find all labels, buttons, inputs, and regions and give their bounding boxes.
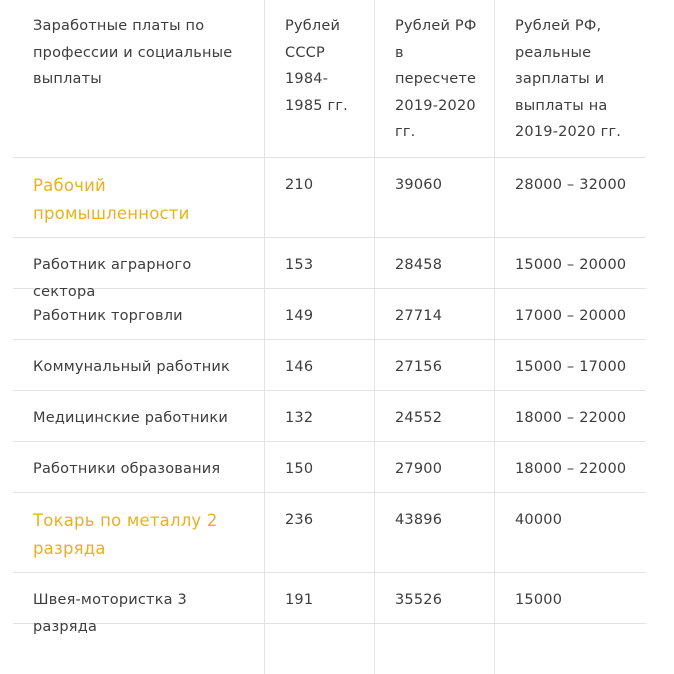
- rf-calc-value: 35526: [375, 573, 495, 623]
- rf-calc-value: 27900: [375, 442, 495, 492]
- rf-real-value: 17000 – 20000: [515, 308, 627, 324]
- header-rf-recalc: Рублей РФ в пересчете 2019-2020 гг.: [375, 0, 495, 157]
- rf-real-value: 15000 – 17000: [515, 359, 627, 375]
- ussr-value: 210: [265, 158, 375, 237]
- table-row: [13, 493, 646, 573]
- profession-link[interactable]: Токарь по металлу 2 разряда: [13, 493, 265, 572]
- table-row-partial: [13, 624, 646, 674]
- rf-calc-value: 24552: [375, 391, 495, 441]
- profession-name: Работник аграрного сектора: [13, 238, 265, 288]
- table-row: [13, 158, 646, 238]
- rf-real-value: 15000 – 20000: [515, 257, 627, 273]
- rf-calc-value: 28458: [375, 238, 495, 288]
- ussr-value: 153: [265, 238, 375, 288]
- rf-real-value: 40000: [515, 512, 563, 528]
- rf-real-value: 18000 – 22000: [515, 410, 627, 426]
- rf-real-value: 15000: [515, 592, 563, 608]
- rf-calc-value: 39060: [375, 158, 495, 237]
- table-row: [13, 238, 646, 300]
- profession-name: Работники образования: [13, 442, 265, 492]
- rf-calc-value: 27714: [375, 289, 495, 339]
- ussr-value: 191: [265, 573, 375, 623]
- profession-link[interactable]: Рабочий промышленности: [13, 158, 265, 237]
- rf-real-value: 28000 – 32000: [515, 177, 627, 193]
- ussr-value: 132: [265, 391, 375, 441]
- profession-name: Коммунальный работник: [13, 340, 265, 390]
- table-header: [13, 0, 646, 158]
- header-rf-real: Рублей РФ, реальные зарплаты и выплаты на 2019-2020 гг.: [515, 18, 622, 140]
- header-ussr-rubles: Рублей СССР 1984-1985 гг.: [265, 0, 375, 157]
- rf-calc-value: 27156: [375, 340, 495, 390]
- profession-name: Швея-мотористка 3 разряда: [13, 573, 265, 623]
- table-row: [13, 573, 646, 635]
- ussr-value: 150: [265, 442, 375, 492]
- table-row: [13, 442, 646, 493]
- salary-table: [13, 0, 646, 674]
- table-row: [13, 340, 646, 391]
- profession-name: Медицинские работники: [13, 391, 265, 441]
- ussr-value: 149: [265, 289, 375, 339]
- table-row: [13, 391, 646, 442]
- ussr-value: 236: [265, 493, 375, 572]
- rf-real-value: 18000 – 22000: [515, 461, 627, 477]
- profession-name: Работник торговли: [13, 289, 265, 339]
- ussr-value: 146: [265, 340, 375, 390]
- header-profession: Заработные платы по профессии и социальные выплаты: [13, 0, 265, 157]
- table-row: [13, 289, 646, 340]
- rf-calc-value: 43896: [375, 493, 495, 572]
